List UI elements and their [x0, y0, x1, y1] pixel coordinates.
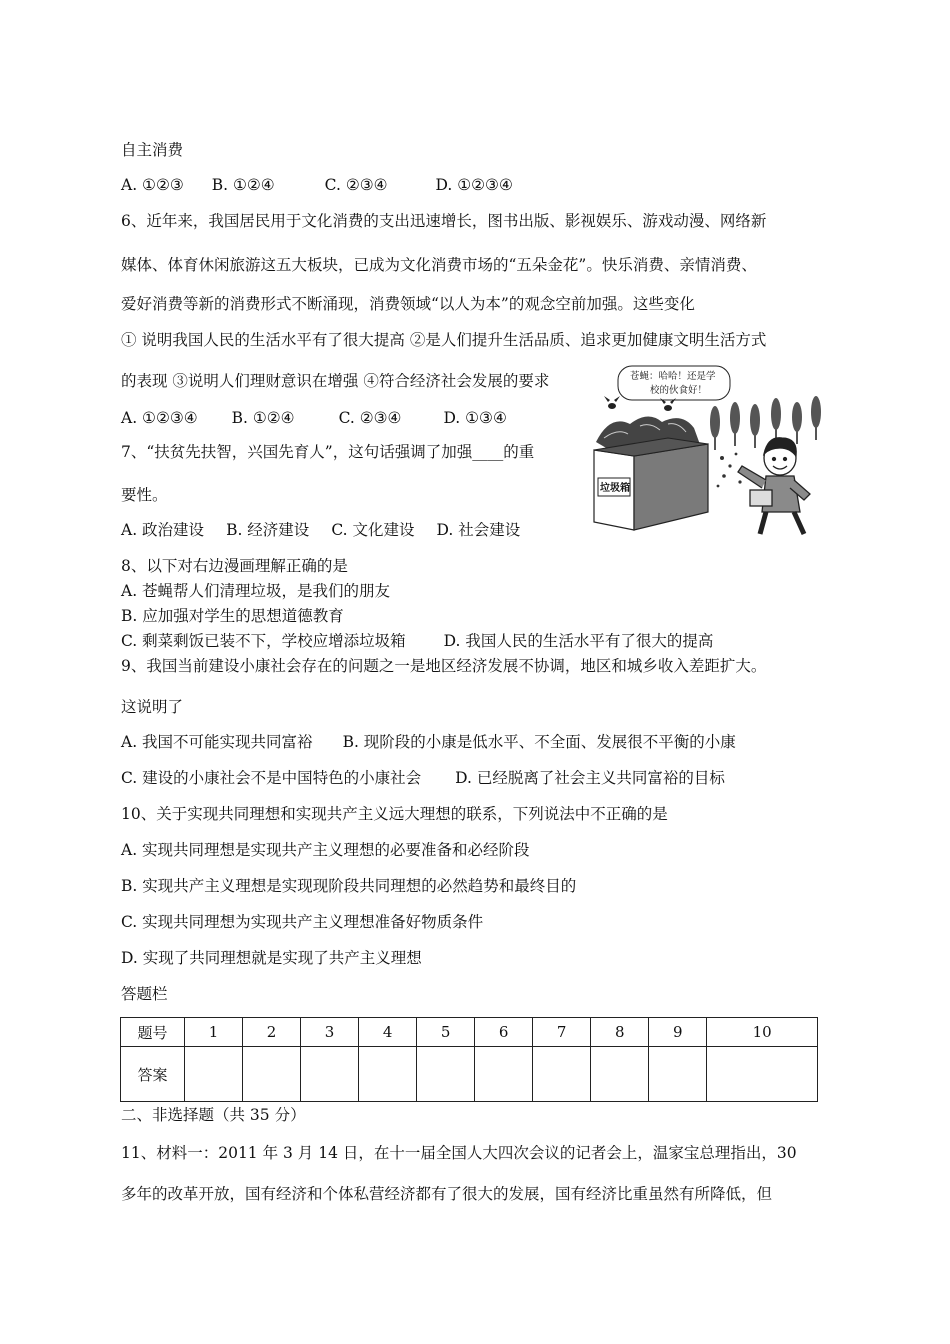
q8-option-a: A. 苍蝇帮人们清理垃圾，是我们的朋友	[121, 582, 391, 600]
q6-line-3: 爱好消费等新的消费形式不断涌现，消费领域“以人为本”的观念空前加强。这些变化	[121, 295, 695, 313]
answer-table-number: 7	[533, 1018, 591, 1047]
q6-line-1: 6、近年来，我国居民用于文化消费的支出迅速增长，图书出版、影视娱乐、游戏动漫、网络新	[121, 212, 767, 230]
q8-option-d: D. 我国人民的生活水平有了很大的提高	[443, 632, 714, 650]
q9-options-ab	[121, 732, 736, 752]
q6-options	[121, 408, 507, 428]
answer-cell[interactable]	[359, 1047, 417, 1102]
q8-line-1: 8、以下对右边漫画理解正确的是	[121, 557, 348, 575]
q10-line-1: 10、关于实现共同理想和实现共产主义远大理想的联系，下列说法中不正确的是	[121, 805, 668, 823]
q7-line-1: 7、“扶贫先扶智，兴国先育人”，这句话强调了加强____的重	[121, 443, 535, 461]
q6-option-d: D. ①③④	[443, 409, 507, 427]
q8-option-c: C. 剩菜剩饭已装不下，学校应增添垃圾箱	[121, 632, 406, 650]
q11-line-1: 11、材料一：2011 年 3 月 14 日，在十一届全国人大四次会议的记者会上，温家宝总理指出，30	[121, 1144, 797, 1162]
answer-cell[interactable]	[301, 1047, 359, 1102]
q5-options	[121, 175, 513, 195]
answer-table-answer-row	[121, 1047, 818, 1102]
answer-cell[interactable]	[591, 1047, 649, 1102]
q6-line-4: ① 说明我国人民的生活水平有了很大提高 ②是人们提升生活品质、追求更加健康文明生活方式	[121, 331, 767, 349]
q6-option-a: A. ①②③④	[121, 409, 198, 427]
bin-label: 垃圾箱	[600, 483, 630, 494]
answer-table-number: 6	[475, 1018, 533, 1047]
q10-option-c: C. 实现共同理想为实现共产主义理想准备好物质条件	[121, 913, 484, 931]
answer-table-number: 2	[243, 1018, 301, 1047]
answer-table-number: 1	[185, 1018, 243, 1047]
q7-line-2: 要性。	[121, 486, 168, 504]
q7-option-c: C. 文化建设	[331, 521, 415, 539]
q5-option-d: D. ①②③④	[435, 176, 513, 194]
answer-cell[interactable]	[649, 1047, 707, 1102]
q6-option-b: B. ①②④	[231, 409, 295, 427]
q9-line-2: 这说明了	[121, 698, 184, 716]
q6-option-c: C. ②③④	[338, 409, 402, 427]
q8-options-cd	[121, 631, 713, 651]
section-2-heading: 二、非选择题（共 35 分）	[121, 1106, 306, 1124]
cartoon-illustration	[590, 362, 830, 538]
line-consumption-end: 自主消费	[121, 141, 184, 159]
answer-cell[interactable]	[417, 1047, 475, 1102]
q9-option-a: A. 我国不可能实现共同富裕	[121, 733, 313, 751]
q6-line-5: 的表现 ③说明人们理财意识在增强 ④符合经济社会发展的要求	[121, 372, 550, 390]
q5-option-b: B. ①②④	[211, 176, 275, 194]
answer-cell[interactable]	[707, 1047, 818, 1102]
q9-line-1: 9、我国当前建设小康社会存在的问题之一是地区经济发展不协调，地区和城乡收入差距扩大。	[121, 657, 767, 675]
answer-table-number: 10	[707, 1018, 818, 1047]
answer-cell[interactable]	[243, 1047, 301, 1102]
q6-line-2: 媒体、体育休闲旅游这五大板块，已成为文化消费市场的“五朵金花”。快乐消费、亲情消费、	[121, 256, 757, 274]
answer-table-number: 9	[649, 1018, 707, 1047]
q9-options-cd	[121, 768, 725, 788]
q5-option-a: A. ①②③	[121, 176, 184, 194]
q9-option-d: D. 已经脱离了社会主义共同富裕的目标	[455, 769, 725, 787]
scraps	[717, 453, 742, 488]
q8-option-b: B. 应加强对学生的思想道德教育	[121, 607, 344, 625]
garbage-bin	[594, 438, 708, 530]
q7-option-d: D. 社会建设	[436, 521, 521, 539]
speech-line-2: 校的伙食好！	[650, 385, 708, 396]
answer-table-header-answer: 答案	[121, 1047, 185, 1102]
q7-option-b: B. 经济建设	[226, 521, 310, 539]
answer-table-header-number: 题号	[121, 1018, 185, 1047]
boy-figure	[738, 438, 810, 534]
q9-option-c: C. 建设的小康社会不是中国特色的小康社会	[121, 769, 422, 787]
answer-bar-title: 答题栏	[121, 985, 168, 1003]
answer-table-number: 8	[591, 1018, 649, 1047]
q10-option-b: B. 实现共产主义理想是实现现阶段共同理想的必然趋势和最终目的	[121, 877, 577, 895]
answer-table-number: 5	[417, 1018, 475, 1047]
q7-options	[121, 520, 520, 540]
q9-option-b: B. 现阶段的小康是低水平、不全面、发展很不平衡的小康	[342, 733, 736, 751]
q11-line-2: 多年的改革开放，国有经济和个体私营经济都有了很大的发展，国有经济比重虽然有所降低，但	[121, 1185, 773, 1203]
speech-line-1: 苍蝇：哈哈！还是学	[630, 371, 716, 382]
trees	[710, 396, 821, 450]
answer-table-number-row	[121, 1018, 818, 1047]
q10-option-d: D. 实现了共同理想就是实现了共产主义理想	[121, 949, 422, 967]
answer-cell[interactable]	[475, 1047, 533, 1102]
speech-bubble	[618, 366, 730, 400]
answer-cell[interactable]	[533, 1047, 591, 1102]
answer-cell[interactable]	[185, 1047, 243, 1102]
q7-option-a: A. 政治建设	[121, 521, 205, 539]
answer-table-number: 4	[359, 1018, 417, 1047]
answer-table	[120, 1017, 818, 1102]
q10-option-a: A. 实现共同理想是实现共产主义理想的必要准备和必经阶段	[121, 841, 530, 859]
answer-table-number: 3	[301, 1018, 359, 1047]
q5-option-c: C. ②③④	[324, 176, 388, 194]
